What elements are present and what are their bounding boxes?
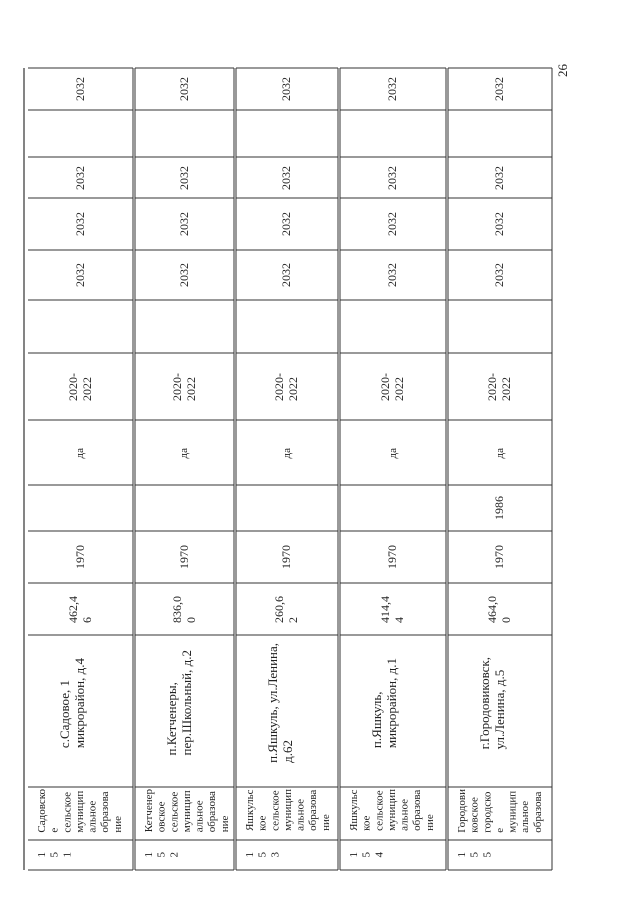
year-built-cell: 1970: [492, 545, 506, 569]
year-2-cell: 2032: [73, 212, 87, 236]
year-3-cell: 2032: [177, 166, 191, 190]
row-number: 1 5 1: [36, 852, 74, 858]
year-2-cell: 2032: [492, 212, 506, 236]
address-cell: г.Городовиковск, ул.Ленина, д.5: [477, 657, 507, 750]
year-4-cell: 2032: [177, 77, 191, 101]
year-3-cell: 2032: [385, 166, 399, 190]
municipality-cell: Кетченер овское сельское муницип альное образова ние: [143, 789, 231, 833]
row-number: 1 5 2: [143, 852, 181, 858]
row-number: 1 5 5: [456, 852, 494, 858]
period-cell: 2020- 2022: [66, 373, 94, 401]
year-built-cell: 1970: [177, 545, 191, 569]
year-built-cell: 1970: [279, 545, 293, 569]
municipality-cell: Городови ковское городско е муницип альное образова: [456, 789, 544, 833]
area-cell: 414,4 4: [378, 596, 406, 623]
year-2-cell: 2032: [279, 212, 293, 236]
area-cell: 462,4 6: [66, 596, 94, 623]
year-4-cell: 2032: [385, 77, 399, 101]
area-cell: 836,0 0: [170, 596, 198, 623]
area-cell: 260,6 2: [272, 596, 300, 623]
year-3-cell: 2032: [279, 166, 293, 190]
municipality-cell: Яшкульс кое сельское муницип альное образова ние: [348, 789, 436, 831]
row-number: 1 5 3: [244, 852, 282, 858]
year-built-cell: 1970: [73, 545, 87, 569]
page-number: 26: [555, 64, 570, 77]
year-overhaul-cell: 1986: [492, 496, 506, 520]
address-cell: п.Яшкуль, ул.Ленина, д.62: [265, 643, 295, 763]
flag-cell: да: [178, 448, 190, 459]
period-cell: 2020- 2022: [170, 373, 198, 401]
address-cell: с.Садовое, 1 микрорайон, д.4: [57, 658, 87, 749]
year-2-cell: 2032: [385, 212, 399, 236]
address-cell: п.Яшкуль, микрорайон, д.1: [369, 658, 399, 749]
year-1-cell: 2032: [177, 263, 191, 287]
year-4-cell: 2032: [279, 77, 293, 101]
flag-cell: да: [494, 448, 506, 459]
year-built-cell: 1970: [385, 545, 399, 569]
year-1-cell: 2032: [492, 263, 506, 287]
year-1-cell: 2032: [73, 263, 87, 287]
period-cell: 2020- 2022: [485, 373, 513, 401]
year-1-cell: 2032: [385, 263, 399, 287]
year-2-cell: 2032: [177, 212, 191, 236]
flag-cell: да: [387, 448, 399, 459]
address-cell: п.Кетченеры, пер.Школьный, д.2: [164, 650, 194, 756]
municipality-cell: Яшкульс кое сельское муницип альное образова ние: [244, 789, 332, 831]
year-4-cell: 2032: [492, 77, 506, 101]
flag-cell: да: [281, 448, 293, 459]
row-number: 1 5 4: [348, 852, 386, 858]
period-cell: 2020- 2022: [378, 373, 406, 401]
municipality-cell: Садовско е сельское муницип альное образова ние: [36, 789, 124, 833]
period-cell: 2020- 2022: [272, 373, 300, 401]
year-3-cell: 2032: [73, 166, 87, 190]
year-4-cell: 2032: [73, 77, 87, 101]
area-cell: 464,0 0: [485, 596, 513, 623]
year-3-cell: 2032: [492, 166, 506, 190]
flag-cell: да: [74, 448, 86, 459]
year-1-cell: 2032: [279, 263, 293, 287]
